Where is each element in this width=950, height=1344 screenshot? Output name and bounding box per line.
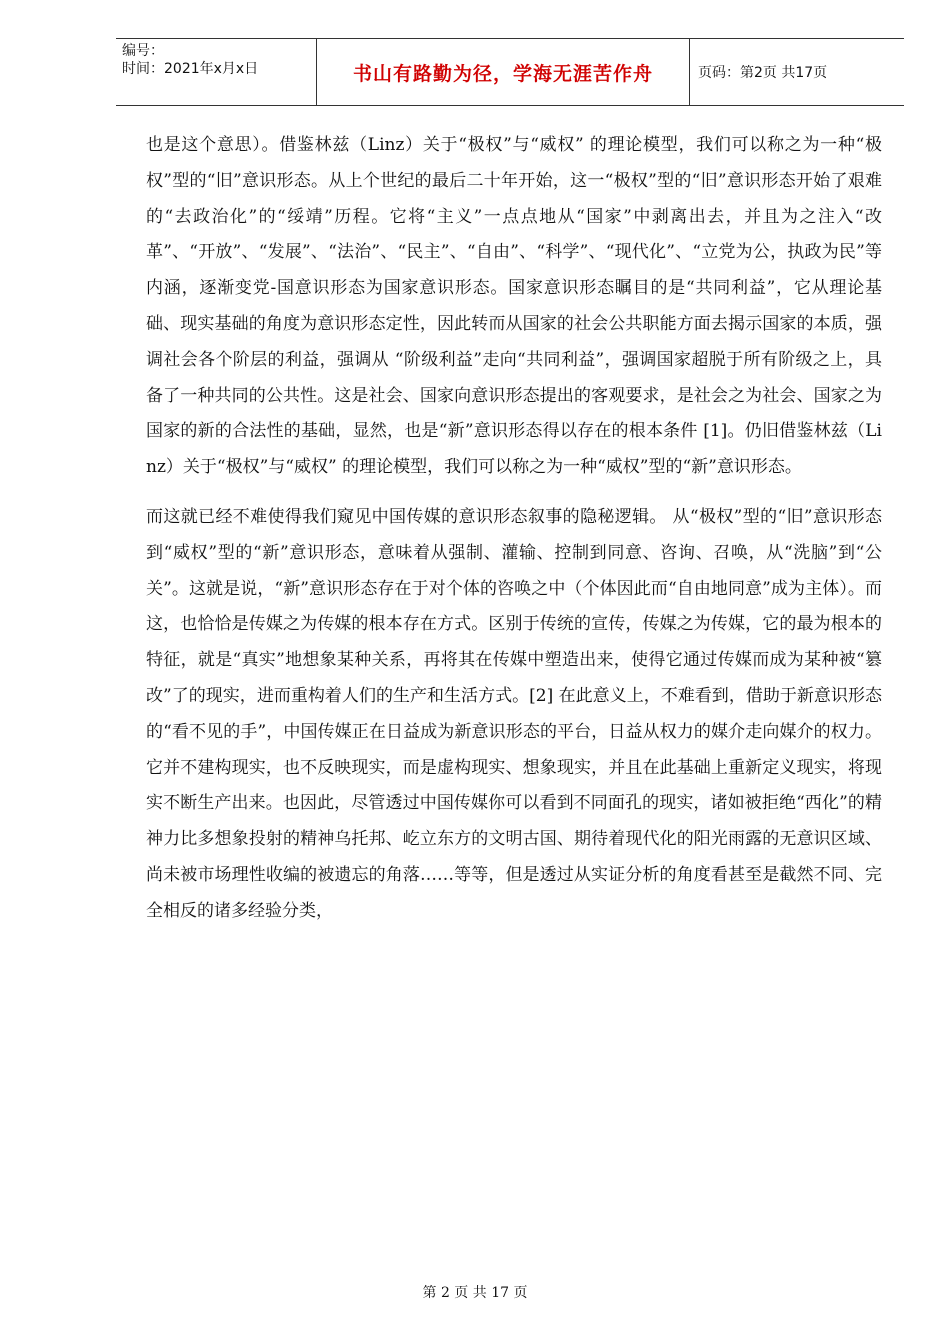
header-motto-cell xyxy=(316,39,690,105)
page-header xyxy=(116,38,904,106)
header-page-info xyxy=(690,39,904,105)
header-page-number: 页码：第2页 共17页 xyxy=(698,65,828,81)
header-meta xyxy=(116,39,316,105)
document-number-label: 编号： xyxy=(122,43,164,59)
page-footer: 第 2 页 共 17 页 xyxy=(422,1285,528,1301)
body-paragraph-1: 也是这个意思）。借鉴林兹（Linz）关于“极权”与“威权” 的理论模型，我们可以称之为一种“极权”型的“旧”意识形态。从上个世纪的最后二十年开始，这一“极权”型的“旧”意识形态开始了艰难的“去政治化”的“绥靖”历程。它将“主义”一点点地从“国家”中剥离出去，并且为之注入“改革”、“开放”、“发展”、“法治”、“民主”、“自由”、“科学”、“现代化”、“立党为公，执政为民”等内涵，逐渐变党-国意识形态为国家意识形态。国家意识形态瞩目的是“共同利益”，它从理论基础、现实基础的角度为意识形态定性，因此转而从国家的社会公共职能方面去揭示国家的本质，强调社会各个阶层的利益，强调从 “阶级利益”走向“共同利益”，强调国家超脱于所有阶级之上，具备了一种共同的公共性。这是社会、国家向意识形态提出的客观要求，是社会之为社会、国家之为国家的新的合法性的基础，显然，也是“新”意识形态得以存在的根本条件 [1]。仍旧借鉴林兹（Linz）关于“极权”与“威权” 的理论模型，我们可以称之为一种“威权”型的“新”意识形态。 xyxy=(146,135,882,478)
document-time-label: 时间：2021年x月x日 xyxy=(122,61,259,77)
document-body xyxy=(146,128,882,930)
header-motto: 书山有路勤为径，学海无涯苦作舟 xyxy=(352,62,653,85)
body-paragraph-2: 而这就已经不难使得我们窥见中国传媒的意识形态叙事的隐秘逻辑。 从“极权”型的“旧”意识形态到“威权”型的“新”意识形态，意味着从强制、灌输、控制到同意、咨询、召唤，从“洗脑”到“公关”。这就是说，“新”意识形态存在于对个体的咨唤之中（个体因此而“自由地同意”成为主体）。而这，也恰恰是传媒之为传媒的根本存在方式。区别于传统的宣传，传媒之为传媒，它的最为根本的特征，就是“真实”地想象某种关系，再将其在传媒中塑造出来，使得它通过传媒而成为某种被“篡改”了的现实，进而重构着人们的生产和生活方式。[2] 在此意义上，不难看到，借助于新意识形态的“看不见的手”，中国传媒正在日益成为新意识形态的平台，日益从权力的媒介走向媒介的权力。它并不建构现实，也不反映现实，而是虚构现实、想象现实，并且在此基础上重新定义现实，将现实不断生产出来。也因此，尽管透过中国传媒你可以看到不同面孔的现实，诸如被拒绝“西化”的精神力比多想象投射的精神乌托邦、屹立东方的文明古国、期待着现代化的阳光雨露的无意识区域、尚未被市场理性收编的被遗忘的角落……等等，但是透过从实证分析的角度看甚至是截然不同、完全相反的诸多经验分类， xyxy=(146,506,882,921)
